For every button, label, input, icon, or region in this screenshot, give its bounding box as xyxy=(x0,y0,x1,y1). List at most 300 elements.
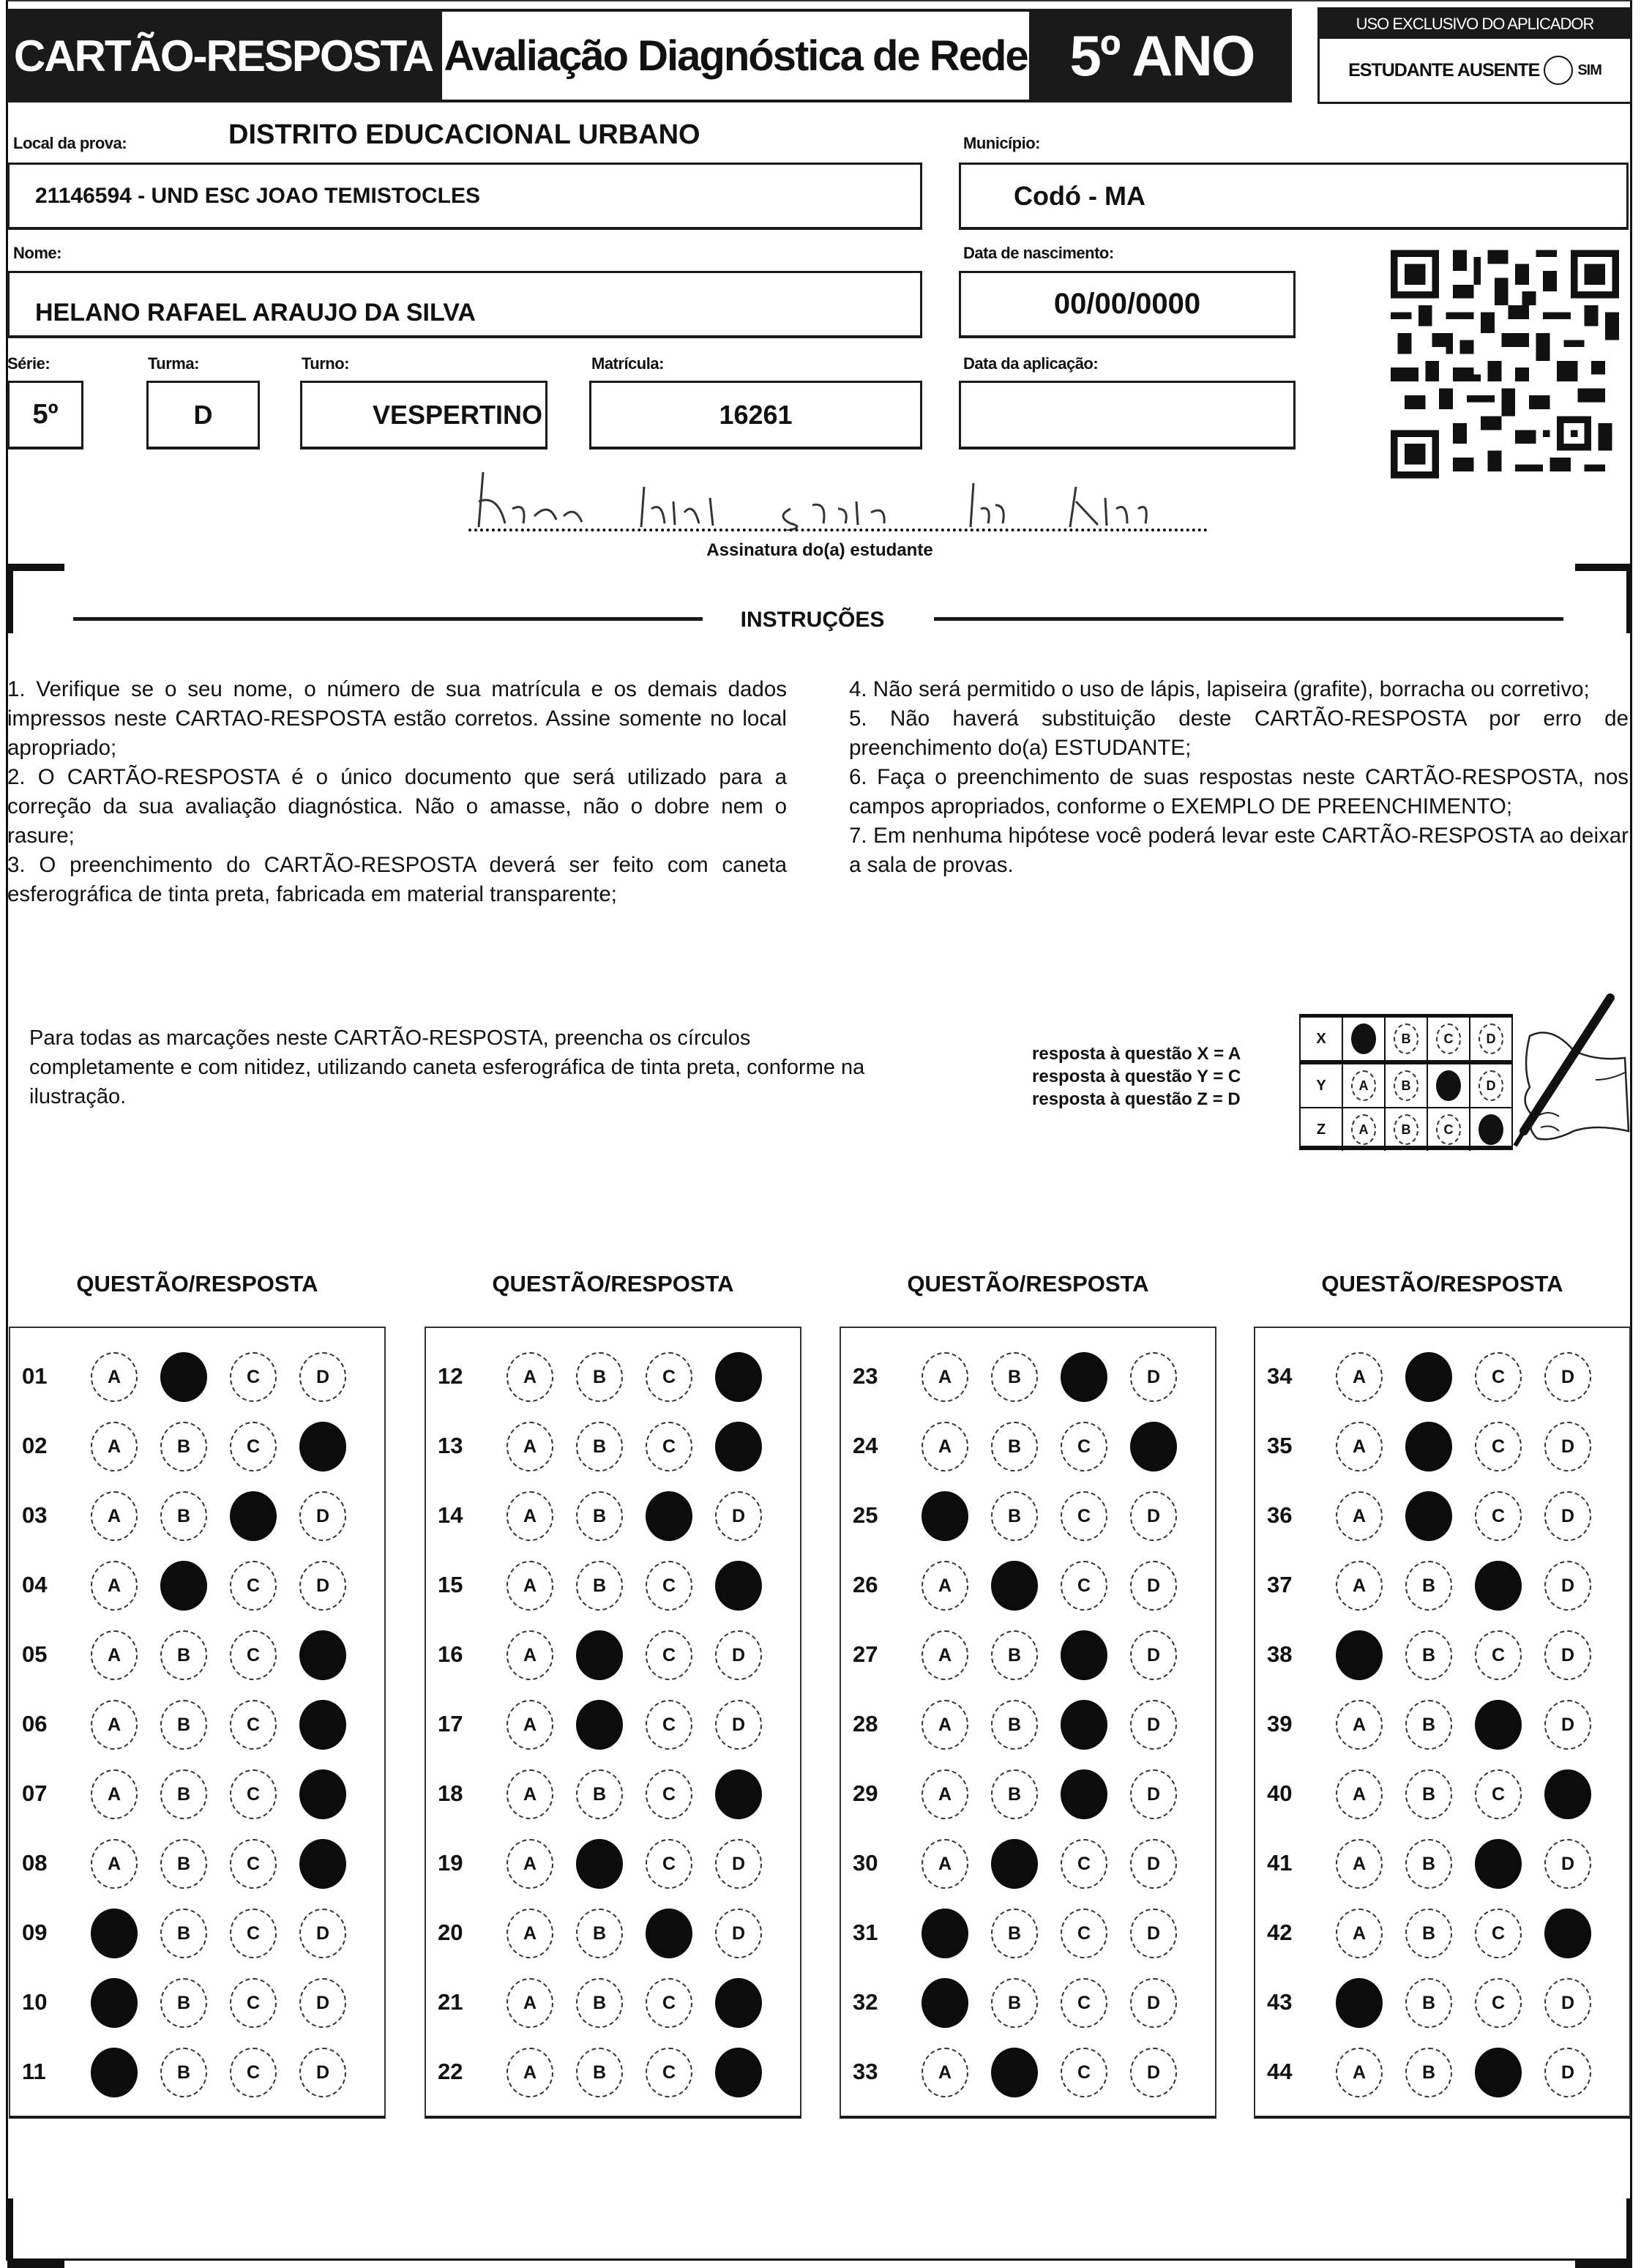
answer-column-4 xyxy=(1254,1327,1631,2119)
answer-bubble-a[interactable]: A xyxy=(1336,1561,1383,1611)
question-number: 37 xyxy=(1267,1572,1293,1597)
example-legend-item: resposta à questão Y = C xyxy=(1032,1067,1241,1086)
answer-bubble-d[interactable]: D xyxy=(1544,1978,1591,2028)
applicator-box xyxy=(1317,7,1632,104)
question-number: 16 xyxy=(438,1641,463,1667)
question-row xyxy=(10,2047,384,2098)
question-row xyxy=(426,2047,800,2098)
instruction-item: 4. Não será permitido o uso de lápis, lapiseira (grafite), borracha ou corretivo; xyxy=(849,677,1590,701)
question-number: 33 xyxy=(853,2059,878,2084)
municipio-value: Codó - MA xyxy=(1014,180,1145,211)
answer-bubble-a[interactable]: A xyxy=(922,1630,968,1680)
question-row xyxy=(10,1421,384,1472)
answer-bubble-d[interactable]: D xyxy=(1130,1839,1177,1889)
answer-bubble-c[interactable] xyxy=(1475,1839,1522,1889)
answer-bubble-d[interactable]: D xyxy=(299,1491,346,1541)
registration-mark-bottom-left xyxy=(7,2198,64,2268)
example-cell xyxy=(1386,1018,1428,1060)
question-number: 32 xyxy=(853,1989,878,2015)
answer-bubble-c[interactable]: C xyxy=(230,1422,277,1471)
example-bubble-a: A xyxy=(1351,1114,1376,1145)
answer-bubble-a[interactable]: A xyxy=(91,1839,138,1889)
answer-bubble-b[interactable] xyxy=(1405,1422,1452,1471)
question-number: 34 xyxy=(1267,1363,1293,1389)
nascimento-field xyxy=(959,271,1296,338)
aplicacao-label: Data da aplicação: xyxy=(963,354,1099,373)
answer-bubble-b[interactable] xyxy=(576,1630,623,1680)
municipio-field xyxy=(959,163,1629,230)
answer-bubble-d[interactable]: D xyxy=(1130,1700,1177,1750)
answer-bubble-b[interactable] xyxy=(1405,1352,1452,1402)
answer-bubble-d[interactable] xyxy=(299,1422,346,1471)
example-bubble-c xyxy=(1436,1070,1461,1101)
answer-bubble-a[interactable] xyxy=(1336,1978,1383,2028)
answer-bubble-c[interactable]: C xyxy=(646,1700,692,1750)
answer-bubble-c[interactable]: C xyxy=(646,1561,692,1611)
answer-bubble-d[interactable]: D xyxy=(1544,1422,1591,1471)
example-row xyxy=(1301,1018,1511,1064)
nascimento-value: 00/00/0000 xyxy=(1053,288,1201,320)
nascimento-label: Data de nascimento: xyxy=(963,244,1114,262)
question-row xyxy=(10,1838,384,1890)
answer-column-1 xyxy=(9,1327,386,2119)
question-row xyxy=(426,1977,800,2029)
answer-bubble-c[interactable]: C xyxy=(230,1909,277,1958)
answer-bubble-a[interactable]: A xyxy=(1336,2048,1383,2097)
answer-bubble-d[interactable] xyxy=(1130,1422,1177,1471)
instructions-left-column xyxy=(7,675,787,909)
question-column-heading: QUESTÃO/RESPOSTA xyxy=(76,1271,318,1297)
question-number: 05 xyxy=(22,1641,48,1667)
answer-bubble-d[interactable]: D xyxy=(1544,1630,1591,1680)
answer-bubble-c[interactable]: C xyxy=(1475,1352,1522,1402)
answer-bubble-d[interactable] xyxy=(715,1561,762,1611)
answer-bubble-b[interactable]: B xyxy=(160,1630,207,1680)
answer-bubble-d[interactable]: D xyxy=(1544,1700,1591,1750)
question-row xyxy=(841,2047,1215,2098)
answer-bubble-d[interactable] xyxy=(715,1769,762,1819)
answer-bubble-c[interactable]: C xyxy=(646,1630,692,1680)
example-grid xyxy=(1299,1014,1513,1150)
answer-bubble-a[interactable] xyxy=(1336,1630,1383,1680)
answer-bubble-b[interactable]: B xyxy=(576,1561,623,1611)
answer-bubble-b[interactable] xyxy=(991,1561,1038,1611)
example-row-label: Z xyxy=(1301,1108,1343,1151)
answer-bubble-a[interactable] xyxy=(91,1909,138,1958)
question-number: 15 xyxy=(438,1572,463,1597)
answer-bubble-a[interactable]: A xyxy=(91,1769,138,1819)
answer-bubble-c[interactable]: C xyxy=(1475,1769,1522,1819)
answer-bubble-b[interactable]: B xyxy=(576,1422,623,1471)
answer-bubble-c[interactable] xyxy=(1061,1352,1107,1402)
instructions-title: INSTRUÇÕES xyxy=(740,608,885,632)
example-bubble-b: B xyxy=(1394,1114,1418,1145)
example-bubble-b: B xyxy=(1394,1023,1418,1054)
question-row xyxy=(841,1560,1215,1611)
question-row xyxy=(841,1908,1215,1959)
answer-bubble-a[interactable]: A xyxy=(1336,1700,1383,1750)
question-row xyxy=(841,1351,1215,1403)
answer-bubble-b[interactable]: B xyxy=(160,1700,207,1750)
example-row xyxy=(1301,1108,1511,1151)
answer-bubble-d[interactable]: D xyxy=(1544,1839,1591,1889)
answer-bubble-c[interactable]: C xyxy=(230,1352,277,1402)
answer-bubble-b[interactable]: B xyxy=(160,1839,207,1889)
answer-bubble-c[interactable] xyxy=(646,1909,692,1958)
question-number: 38 xyxy=(1267,1641,1293,1667)
answer-bubble-a[interactable]: A xyxy=(506,1422,553,1471)
question-row xyxy=(10,1699,384,1750)
answer-bubble-a[interactable]: A xyxy=(91,1491,138,1541)
example-bubble-b: B xyxy=(1394,1070,1418,1101)
answer-bubble-d[interactable]: D xyxy=(1130,1909,1177,1958)
answer-bubble-d[interactable] xyxy=(299,1769,346,1819)
answer-bubble-b[interactable]: B xyxy=(991,1422,1038,1471)
question-row xyxy=(841,1630,1215,1681)
question-row xyxy=(1255,1351,1629,1403)
answer-bubble-a[interactable]: A xyxy=(922,1839,968,1889)
answer-bubble-d[interactable]: D xyxy=(1544,2048,1591,2097)
question-row xyxy=(426,1838,800,1890)
answer-bubble-b[interactable] xyxy=(160,1561,207,1611)
answer-bubble-c[interactable] xyxy=(1475,1700,1522,1750)
answer-bubble-a[interactable]: A xyxy=(1336,1422,1383,1471)
question-number: 12 xyxy=(438,1363,463,1389)
answer-bubble-b[interactable]: B xyxy=(991,1909,1038,1958)
answer-bubble-a[interactable]: A xyxy=(922,2048,968,2097)
answer-bubble-a[interactable]: A xyxy=(1336,1352,1383,1402)
answer-bubble-c[interactable]: C xyxy=(646,1352,692,1402)
question-number: 30 xyxy=(853,1850,878,1876)
answer-bubble-c[interactable]: C xyxy=(1061,1978,1107,2028)
example-cell xyxy=(1343,1064,1386,1107)
question-number: 40 xyxy=(1267,1780,1293,1806)
question-row xyxy=(10,1560,384,1611)
turno-label: Turno: xyxy=(302,354,350,373)
answer-bubble-a[interactable]: A xyxy=(506,1769,553,1819)
answer-bubble-d[interactable]: D xyxy=(715,1630,762,1680)
absent-option-label: SIM xyxy=(1577,61,1601,78)
instruction-item: 6. Faça o preenchimento de suas respostas neste CARTÃO-RESPOSTA, nos campos apropriados, conforme o EXEMPLO DE PREENCHIMENTO; xyxy=(849,765,1629,818)
question-number: 20 xyxy=(438,1920,463,1945)
example-cell xyxy=(1386,1064,1428,1107)
grade-title: 5º ANO xyxy=(1032,9,1292,102)
answer-bubble-d[interactable] xyxy=(715,2048,762,2097)
answer-bubble-a[interactable] xyxy=(91,1978,138,2028)
matricula-label: Matrícula: xyxy=(591,354,664,373)
instruction-item: 2. O CARTÃO-RESPOSTA é o único documento que será utilizado para a correção da sua avaliação diagnóstica. Não o amasse, não o dobre nem o rasure; xyxy=(7,765,787,848)
question-row xyxy=(1255,1838,1629,1890)
answer-bubble-c[interactable]: C xyxy=(230,1700,277,1750)
local-label: Local da prova: xyxy=(13,134,127,152)
answer-bubble-a[interactable]: A xyxy=(1336,1839,1383,1889)
answer-bubble-a[interactable] xyxy=(91,2048,138,2097)
answer-bubble-a[interactable]: A xyxy=(922,1561,968,1611)
answer-bubble-a[interactable]: A xyxy=(506,1352,553,1402)
question-row xyxy=(1255,1421,1629,1472)
answer-bubble-b[interactable]: B xyxy=(576,1909,623,1958)
answer-bubble-b[interactable] xyxy=(160,1352,207,1402)
answer-bubble-d[interactable]: D xyxy=(1544,1561,1591,1611)
answer-bubble-b[interactable]: B xyxy=(160,2048,207,2097)
signature-line xyxy=(468,529,1208,531)
answer-bubble-c[interactable] xyxy=(1061,1769,1107,1819)
answer-bubble-c[interactable]: C xyxy=(230,1630,277,1680)
answer-bubble-d[interactable]: D xyxy=(1130,1352,1177,1402)
answer-bubble-c[interactable] xyxy=(1475,1561,1522,1611)
answer-bubble-c[interactable]: C xyxy=(646,1839,692,1889)
answer-bubble-d[interactable]: D xyxy=(1130,1561,1177,1611)
answer-bubble-b[interactable]: B xyxy=(1405,1561,1452,1611)
answer-bubble-b[interactable]: B xyxy=(991,1630,1038,1680)
answer-bubble-c[interactable]: C xyxy=(1475,1491,1522,1541)
answer-bubble-d[interactable]: D xyxy=(299,2048,346,2097)
answer-bubble-c[interactable]: C xyxy=(646,1422,692,1471)
answer-bubble-a[interactable] xyxy=(922,1978,968,2028)
answer-bubble-c[interactable] xyxy=(1475,2048,1522,2097)
answer-bubble-c[interactable] xyxy=(1061,1630,1107,1680)
answer-bubble-d[interactable]: D xyxy=(1544,1491,1591,1541)
answer-bubble-b[interactable]: B xyxy=(1405,1769,1452,1819)
answer-bubble-b[interactable]: B xyxy=(576,1491,623,1541)
answer-bubble-b[interactable]: B xyxy=(1405,1839,1452,1889)
answer-bubble-a[interactable]: A xyxy=(91,1700,138,1750)
answer-bubble-a[interactable]: A xyxy=(1336,1491,1383,1541)
answer-bubble-d[interactable]: D xyxy=(1130,2048,1177,2097)
turma-label: Turma: xyxy=(148,354,199,373)
turno-field xyxy=(300,381,547,450)
question-row xyxy=(426,1908,800,1959)
registration-mark-top-right xyxy=(1575,564,1632,633)
local-field xyxy=(7,163,922,230)
instructions-right-column xyxy=(849,675,1629,880)
question-number: 39 xyxy=(1267,1711,1293,1737)
instructions-rule-left xyxy=(73,617,703,621)
answer-bubble-b[interactable]: B xyxy=(991,1700,1038,1750)
answer-column-3 xyxy=(840,1327,1216,2119)
answer-bubble-c[interactable] xyxy=(230,1491,277,1541)
answer-bubble-a[interactable]: A xyxy=(91,1630,138,1680)
answer-bubble-c[interactable] xyxy=(646,1491,692,1541)
answer-bubble-b[interactable]: B xyxy=(1405,1978,1452,2028)
answer-bubble-b[interactable]: B xyxy=(576,1769,623,1819)
answer-bubble-d[interactable]: D xyxy=(299,1561,346,1611)
answer-bubble-c[interactable]: C xyxy=(1061,2048,1107,2097)
answer-bubble-a[interactable]: A xyxy=(506,1561,553,1611)
answer-bubble-b[interactable]: B xyxy=(991,1352,1038,1402)
nome-label: Nome: xyxy=(13,244,61,262)
answer-bubble-b[interactable]: B xyxy=(991,1978,1038,2028)
question-row xyxy=(426,1421,800,1472)
example-cell xyxy=(1428,1018,1470,1060)
answer-bubble-c[interactable]: C xyxy=(1475,1422,1522,1471)
answer-bubble-a[interactable]: A xyxy=(91,1422,138,1471)
question-number: 10 xyxy=(22,1989,48,2015)
question-row xyxy=(1255,1977,1629,2029)
answer-bubble-c[interactable] xyxy=(1061,1700,1107,1750)
answer-bubble-d[interactable]: D xyxy=(299,1909,346,1958)
instructions-rule-right xyxy=(934,617,1563,621)
question-number: 09 xyxy=(22,1920,48,1945)
example-row xyxy=(1301,1064,1511,1108)
answer-bubble-b[interactable]: B xyxy=(1405,1630,1452,1680)
question-number: 22 xyxy=(438,2059,463,2084)
answer-bubble-c[interactable]: C xyxy=(230,1561,277,1611)
absent-radio[interactable] xyxy=(1544,56,1573,85)
answer-bubble-d[interactable]: D xyxy=(299,1978,346,2028)
question-number: 08 xyxy=(22,1850,48,1876)
answer-bubble-c[interactable]: C xyxy=(230,1978,277,2028)
answer-bubble-d[interactable] xyxy=(1544,1769,1591,1819)
answer-bubble-a[interactable]: A xyxy=(91,1352,138,1402)
answer-bubble-c[interactable]: C xyxy=(1475,1909,1522,1958)
answer-bubble-b[interactable]: B xyxy=(576,2048,623,2097)
answer-bubble-c[interactable]: C xyxy=(646,1769,692,1819)
answer-bubble-b[interactable]: B xyxy=(160,1769,207,1819)
answer-bubble-a[interactable]: A xyxy=(506,1700,553,1750)
answer-bubble-a[interactable]: A xyxy=(91,1561,138,1611)
answer-bubble-c[interactable]: C xyxy=(646,1978,692,2028)
question-row xyxy=(841,1977,1215,2029)
question-row xyxy=(1255,1630,1629,1681)
answer-bubble-b[interactable]: B xyxy=(160,1491,207,1541)
answer-bubble-c[interactable]: C xyxy=(1061,1422,1107,1471)
exam-title: Avaliação Diagnóstica de Rede xyxy=(439,9,1032,102)
answer-bubble-d[interactable]: D xyxy=(715,1700,762,1750)
answer-bubble-b[interactable]: B xyxy=(160,1422,207,1471)
question-number: 36 xyxy=(1267,1502,1293,1528)
answer-bubble-d[interactable]: D xyxy=(1130,1491,1177,1541)
example-legend xyxy=(1032,1042,1281,1111)
question-number: 31 xyxy=(853,1920,878,1945)
answer-bubble-d[interactable]: D xyxy=(715,1909,762,1958)
answer-bubble-b[interactable] xyxy=(576,1839,623,1889)
answer-bubble-b[interactable]: B xyxy=(991,1769,1038,1819)
answer-bubble-b[interactable] xyxy=(576,1700,623,1750)
answer-bubble-d[interactable] xyxy=(715,1422,762,1471)
answer-bubble-b[interactable]: B xyxy=(576,1352,623,1402)
answer-bubble-b[interactable] xyxy=(1405,1491,1452,1541)
answer-bubble-c[interactable]: C xyxy=(1061,1839,1107,1889)
matricula-value: 16261 xyxy=(719,399,793,430)
answer-bubble-d[interactable] xyxy=(715,1352,762,1402)
answer-bubble-b[interactable]: B xyxy=(160,1909,207,1958)
answer-bubble-d[interactable] xyxy=(299,1700,346,1750)
answer-bubble-a[interactable]: A xyxy=(506,1839,553,1889)
question-number: 21 xyxy=(438,1989,463,2015)
answer-bubble-d[interactable]: D xyxy=(715,1839,762,1889)
question-number: 23 xyxy=(853,1363,878,1389)
answer-bubble-d[interactable] xyxy=(299,1839,346,1889)
district-name: DISTRITO EDUCACIONAL URBANO xyxy=(228,119,700,150)
answer-bubble-a[interactable]: A xyxy=(922,1352,968,1402)
question-number: 06 xyxy=(22,1711,48,1737)
example-instructions: Para todas as marcações neste CARTÃO-RESPOSTA, preencha os círculos completamente e com nitidez, utilizando caneta esferográfica de tinta preta, conforme na ilustração. xyxy=(29,1026,865,1108)
question-row xyxy=(1255,1769,1629,1820)
answer-bubble-a[interactable] xyxy=(922,1909,968,1958)
applicator-title: USO EXCLUSIVO DO APLICADOR xyxy=(1320,10,1630,39)
answer-bubble-b[interactable]: B xyxy=(576,1978,623,2028)
question-row xyxy=(841,1491,1215,1542)
answer-bubble-b[interactable]: B xyxy=(991,1491,1038,1541)
answer-bubble-b[interactable] xyxy=(991,1839,1038,1889)
example-bubble-a xyxy=(1351,1023,1376,1054)
question-number: 44 xyxy=(1267,2059,1293,2084)
question-row xyxy=(10,1630,384,1681)
answer-bubble-a[interactable]: A xyxy=(922,1422,968,1471)
answer-bubble-a[interactable]: A xyxy=(506,1909,553,1958)
answer-bubble-d[interactable] xyxy=(299,1630,346,1680)
answer-bubble-a[interactable]: A xyxy=(1336,1769,1383,1819)
answer-bubble-d[interactable] xyxy=(715,1978,762,2028)
question-row xyxy=(10,1769,384,1820)
answer-bubble-a[interactable]: A xyxy=(506,1978,553,2028)
question-row xyxy=(10,1908,384,1959)
answer-bubble-a[interactable]: A xyxy=(922,1769,968,1819)
question-row xyxy=(426,1491,800,1542)
answer-bubble-d[interactable]: D xyxy=(715,1491,762,1541)
answer-bubble-b[interactable]: B xyxy=(1405,1700,1452,1750)
nome-field xyxy=(7,271,922,338)
answer-bubble-b[interactable]: B xyxy=(1405,2048,1452,2097)
answer-bubble-b[interactable]: B xyxy=(1405,1909,1452,1958)
answer-bubble-c[interactable]: C xyxy=(230,1839,277,1889)
answer-bubble-c[interactable]: C xyxy=(1061,1491,1107,1541)
question-number: 19 xyxy=(438,1850,463,1876)
answer-bubble-a[interactable]: A xyxy=(1336,1909,1383,1958)
answer-bubble-a[interactable] xyxy=(922,1491,968,1541)
question-row xyxy=(1255,1699,1629,1750)
answer-bubble-c[interactable]: C xyxy=(646,2048,692,2097)
answer-bubble-a[interactable]: A xyxy=(506,1491,553,1541)
answer-bubble-a[interactable]: A xyxy=(922,1700,968,1750)
question-number: 43 xyxy=(1267,1989,1293,2015)
answer-bubble-d[interactable]: D xyxy=(1130,1630,1177,1680)
question-number: 17 xyxy=(438,1711,463,1737)
card-title: CARTÃO-RESPOSTA xyxy=(7,9,439,102)
answer-bubble-a[interactable]: A xyxy=(506,1630,553,1680)
answer-bubble-d[interactable]: D xyxy=(1130,1978,1177,2028)
question-number: 27 xyxy=(853,1641,878,1667)
answer-bubble-c[interactable]: C xyxy=(230,1769,277,1819)
example-cell xyxy=(1386,1108,1428,1151)
example-legend-item: resposta à questão Z = D xyxy=(1032,1089,1241,1109)
turma-field xyxy=(146,381,260,450)
question-number: 24 xyxy=(853,1433,878,1458)
answer-bubble-a[interactable]: A xyxy=(506,2048,553,2097)
example-cell xyxy=(1428,1108,1470,1151)
answer-bubble-c[interactable]: C xyxy=(1475,1978,1522,2028)
answer-bubble-d[interactable] xyxy=(1544,1909,1591,1958)
serie-field xyxy=(7,381,83,450)
question-number: 28 xyxy=(853,1711,878,1737)
answer-bubble-d[interactable]: D xyxy=(1544,1352,1591,1402)
question-row xyxy=(1255,1908,1629,1959)
example-bubble-c: C xyxy=(1436,1114,1461,1145)
answer-bubble-b[interactable] xyxy=(991,2048,1038,2097)
nome-value: HELANO RAFAEL ARAUJO DA SILVA xyxy=(35,299,476,327)
answer-bubble-c[interactable]: C xyxy=(1061,1561,1107,1611)
answer-bubble-b[interactable]: B xyxy=(160,1978,207,2028)
answer-bubble-c[interactable]: C xyxy=(230,2048,277,2097)
answer-bubble-c[interactable]: C xyxy=(1475,1630,1522,1680)
answer-bubble-d[interactable]: D xyxy=(299,1352,346,1402)
answer-bubble-d[interactable]: D xyxy=(1130,1769,1177,1819)
question-number: 14 xyxy=(438,1502,463,1528)
answer-bubble-c[interactable]: C xyxy=(1061,1909,1107,1958)
question-row xyxy=(841,1769,1215,1820)
aplicacao-field xyxy=(959,381,1296,450)
